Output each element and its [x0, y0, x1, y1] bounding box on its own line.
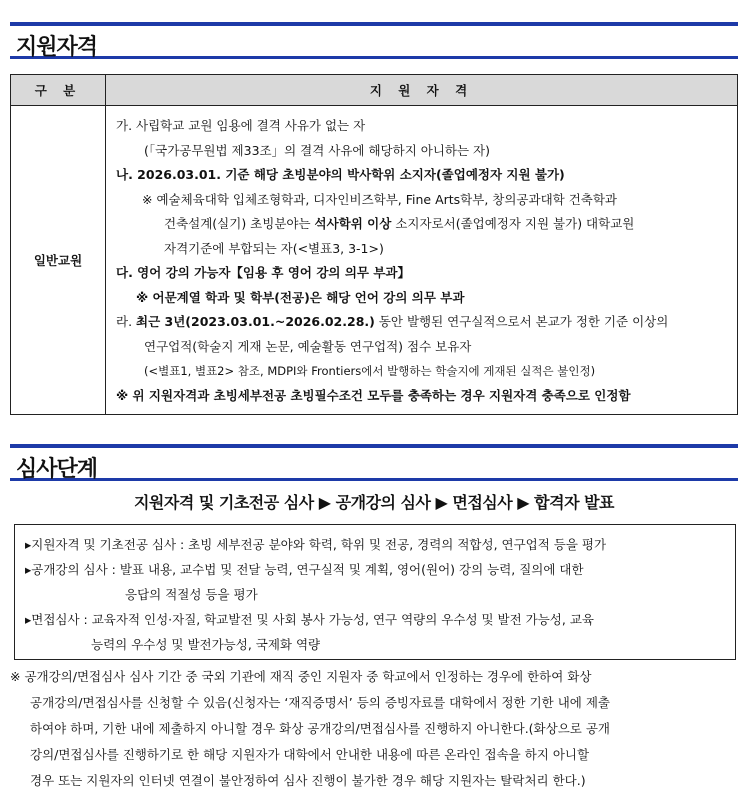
- review-stages-box: [14, 524, 736, 660]
- line-ra-2: 연구업적(학술지 게재 논문, 예술활동 연구업적) 점수 보유자: [144, 338, 472, 354]
- remote-review-note: [10, 664, 738, 794]
- category-cell: 일반교원: [11, 106, 106, 415]
- ra-b: 최근 3년(2023.03.01.~2026.02.28.): [136, 314, 375, 329]
- na-note2-c: 소지자로서(졸업예정자 지원 불가) 대학교원: [391, 216, 635, 231]
- line-na-note3: 자격기준에 부합되는 자(<별표3, 3-1>): [164, 240, 384, 256]
- stage-qualification: ▸지원자격 및 기초전공 심사 : 초빙 세부전공 분야와 학력, 학위 및 전공, 경력의 적합성, 연구업적 등을 평가: [25, 537, 607, 552]
- line-ra: [116, 310, 727, 335]
- stage-public-lecture-cont: 응답의 적절성 등을 평가: [125, 587, 258, 602]
- stage-interview-cont: 능력의 우수성 및 발전가능성, 국제화 역량: [91, 637, 321, 652]
- note-line: 공개강의/면접심사를 신청할 수 있음(신청자는 ‘재직증명서’ 등의 증빙자료를 대학에서 정한 기한 내에 제출: [30, 695, 610, 710]
- ra-a: 라.: [116, 314, 137, 329]
- line-final: ※ 위 지원자격과 초빙세부전공 초빙필수조건 모두를 충족하는 경우 지원자격 충족으로 인정함: [116, 387, 631, 403]
- section-heading-qualification: [10, 22, 738, 59]
- line-na-note2: [116, 212, 727, 237]
- line-na: 나. 2026.03.01. 기준 해당 초빙분야의 박사학위 소지자(졸업예정자 지원 불가): [116, 167, 565, 182]
- heading-bottom-rule: [10, 478, 738, 481]
- table-row: [11, 106, 738, 415]
- note-line: 하여야 하며, 기한 내에 제출하지 아니할 경우 화상 공개강의/면접심사를 진행하지 아니한다.(화상으로 공개: [30, 721, 610, 736]
- header-category: 구 분: [11, 75, 106, 106]
- qualification-content: [106, 106, 738, 415]
- header-qualification: 지 원 자 격: [106, 75, 738, 106]
- line-da: 다. 영어 강의 가능자【임용 후 영어 강의 의무 부과】: [116, 265, 410, 280]
- stage-interview: ▸면접심사 : 교육자적 인성·자질, 학교발전 및 사회 봉사 가능성, 연구 역량의 우수성 및 발전 가능성, 교육: [25, 612, 594, 627]
- table-header-row: [11, 75, 738, 106]
- na-note2-a: 건축설계(실기) 초빙분야는: [164, 216, 315, 231]
- qualification-table: [10, 74, 738, 415]
- line-ra-3: (<별표1, 별표2> 참조, MDPI와 Frontiers에서 발행하는 학술지에 게재된 실적은 불인정): [144, 364, 596, 378]
- line-da-note: ※ 어문계열 학과 및 학부(전공)은 해당 언어 강의 의무 부과: [136, 289, 465, 305]
- section-title: 지원자격: [16, 35, 98, 60]
- section-title: 심사단계: [16, 457, 98, 482]
- note-line: 강의/면접심사를 진행하기로 한 해당 지원자가 대학에서 안내한 내용에 따른 온라인 접속을 하지 아니할: [30, 747, 590, 762]
- line-ga-note: (「국가공무원법 제33조」의 결격 사유에 해당하지 아니하는 자): [144, 142, 490, 158]
- stage-public-lecture: ▸공개강의 심사 : 발표 내용, 교수법 및 전달 능력, 연구실적 및 계획, 영어(원어) 강의 능력, 질의에 대한: [25, 562, 584, 577]
- line-na-note1: ※ 예술체육대학 입체조형학과, 디자인비즈학부, Fine Arts학부, 창의공과대학 건축학과: [142, 191, 618, 207]
- ra-c: 동안 발행된 연구실적으로서 본교가 정한 기준 이상의: [374, 314, 669, 329]
- na-note2-b: 석사학위 이상: [314, 216, 392, 231]
- line-ga: 가. 사립학교 교원 임용에 결격 사유가 없는 자: [116, 118, 366, 133]
- note-line: 경우 또는 지원자의 인터넷 연결이 불안정하여 심사 진행이 불가한 경우 해당 지원자는 탈락처리 한다.): [30, 773, 586, 788]
- review-flow: 지원자격 및 기초전공 심사 ▶ 공개강의 심사 ▶ 면접심사 ▶ 합격자 발표: [133, 493, 615, 512]
- section-heading-review: [10, 444, 738, 481]
- note-line: ※ 공개강의/면접심사 심사 기간 중 국외 기관에 재직 중인 지원자 중 학교에서 인정하는 경우에 한하여 화상: [10, 669, 592, 684]
- heading-bottom-rule: [10, 56, 738, 59]
